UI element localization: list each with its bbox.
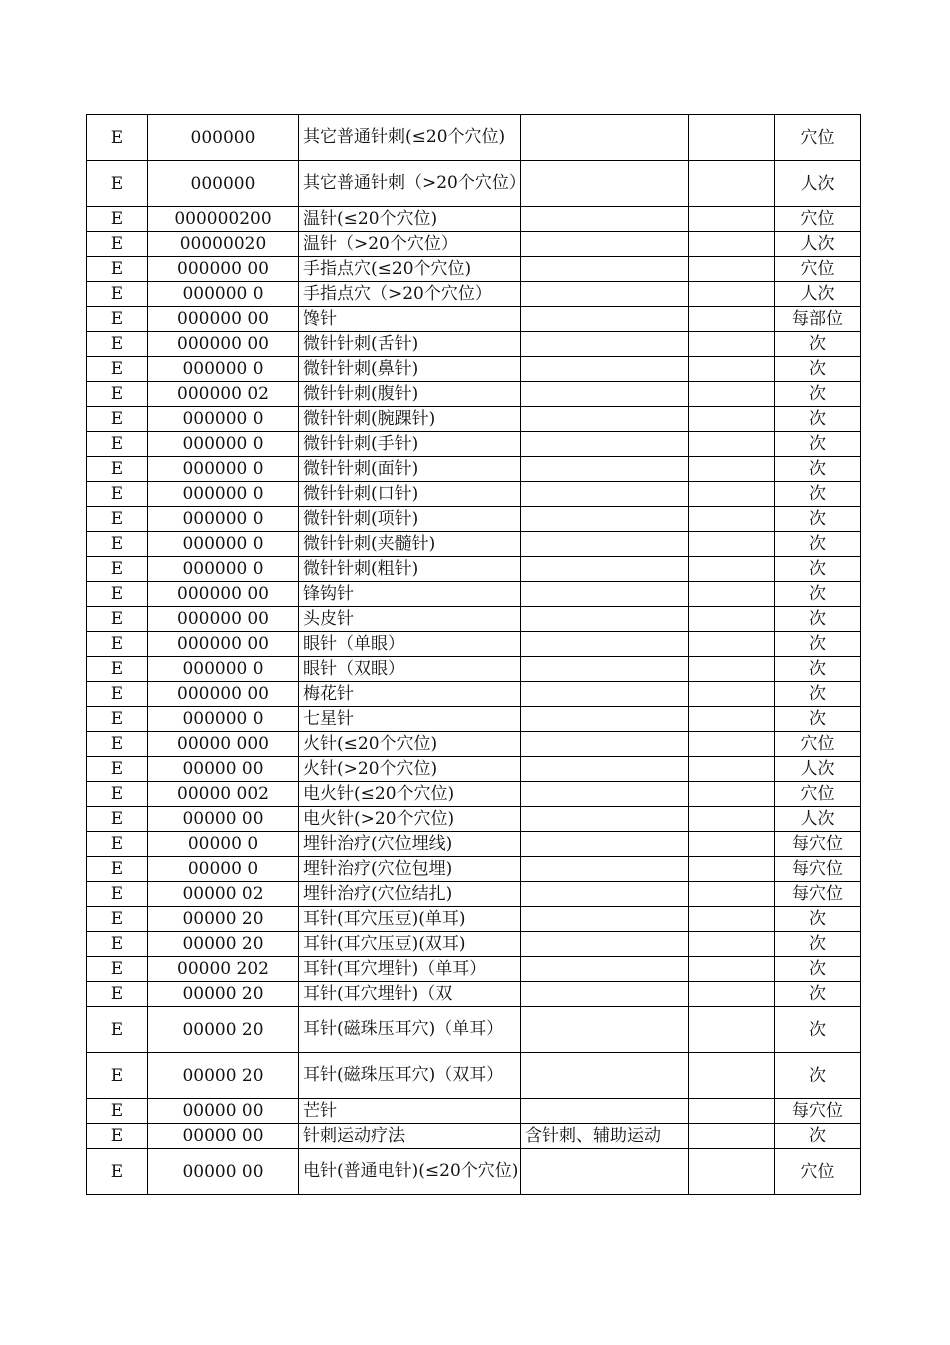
unit-cell: 次 (775, 932, 861, 957)
table-row (87, 582, 861, 607)
code-cell: 00000 202 (148, 957, 299, 982)
table-row (87, 1007, 861, 1053)
category-cell: E (87, 307, 148, 332)
category-cell: E (87, 507, 148, 532)
table-row (87, 207, 861, 232)
extra-cell (689, 457, 775, 482)
table-row (87, 682, 861, 707)
code-cell: 000000200 (148, 207, 299, 232)
category-cell: E (87, 832, 148, 857)
item-name-cell: 火针(>20个穴位) (299, 757, 521, 782)
note-cell (521, 682, 689, 707)
unit-cell: 人次 (775, 232, 861, 257)
fee-table-body (87, 115, 861, 1195)
table-row (87, 507, 861, 532)
extra-cell (689, 232, 775, 257)
item-name-cell: 耳针(耳穴压豆)(单耳) (299, 907, 521, 932)
code-cell: 00000 20 (148, 982, 299, 1007)
table-row (87, 607, 861, 632)
category-cell: E (87, 161, 148, 207)
category-cell: E (87, 457, 148, 482)
unit-cell: 人次 (775, 282, 861, 307)
table-row (87, 832, 861, 857)
unit-cell: 次 (775, 707, 861, 732)
note-cell (521, 832, 689, 857)
note-cell (521, 207, 689, 232)
extra-cell (689, 557, 775, 582)
item-name-cell: 手指点穴(≤20个穴位) (299, 257, 521, 282)
extra-cell (689, 257, 775, 282)
category-cell: E (87, 682, 148, 707)
item-name-cell: 耳针(耳穴埋针)（单耳） (299, 957, 521, 982)
table-row (87, 232, 861, 257)
category-cell: E (87, 332, 148, 357)
table-row (87, 732, 861, 757)
code-cell: 000000 0 (148, 432, 299, 457)
code-cell: 000000 0 (148, 482, 299, 507)
item-name-cell: 梅花针 (299, 682, 521, 707)
note-cell (521, 1099, 689, 1124)
extra-cell (689, 507, 775, 532)
unit-cell: 每穴位 (775, 882, 861, 907)
category-cell: E (87, 607, 148, 632)
table-row (87, 657, 861, 682)
extra-cell (689, 707, 775, 732)
note-cell (521, 632, 689, 657)
code-cell: 000000 00 (148, 582, 299, 607)
unit-cell: 穴位 (775, 1149, 861, 1195)
table-row (87, 1053, 861, 1099)
category-cell: E (87, 932, 148, 957)
unit-cell: 次 (775, 957, 861, 982)
unit-cell: 次 (775, 407, 861, 432)
extra-cell (689, 332, 775, 357)
item-name-cell: 针刺运动疗法 (299, 1124, 521, 1149)
item-name-cell: 微针针刺(夹髓针) (299, 532, 521, 557)
unit-cell: 次 (775, 607, 861, 632)
category-cell: E (87, 882, 148, 907)
note-cell: 含针刺、辅助运动 (521, 1124, 689, 1149)
table-row (87, 557, 861, 582)
code-cell: 00000 20 (148, 907, 299, 932)
code-cell: 000000 02 (148, 382, 299, 407)
code-cell: 000000 0 (148, 657, 299, 682)
category-cell: E (87, 582, 148, 607)
note-cell (521, 482, 689, 507)
code-cell: 00000 002 (148, 782, 299, 807)
extra-cell (689, 532, 775, 557)
table-row (87, 282, 861, 307)
code-cell: 000000 00 (148, 257, 299, 282)
code-cell: 000000 (148, 115, 299, 161)
note-cell (521, 507, 689, 532)
unit-cell: 次 (775, 682, 861, 707)
category-cell: E (87, 482, 148, 507)
extra-cell (689, 682, 775, 707)
note-cell (521, 807, 689, 832)
extra-cell (689, 932, 775, 957)
unit-cell: 次 (775, 582, 861, 607)
note-cell (521, 932, 689, 957)
note-cell (521, 957, 689, 982)
item-name-text: 其它普通针刺（>20个穴位） (303, 173, 526, 193)
category-cell: E (87, 732, 148, 757)
code-cell: 000000 0 (148, 282, 299, 307)
unit-cell: 次 (775, 1124, 861, 1149)
extra-cell (689, 282, 775, 307)
extra-cell (689, 382, 775, 407)
table-row (87, 782, 861, 807)
category-cell: E (87, 957, 148, 982)
item-name-cell: 手指点穴（>20个穴位） (299, 282, 521, 307)
unit-cell: 人次 (775, 757, 861, 782)
category-cell: E (87, 632, 148, 657)
unit-cell: 次 (775, 632, 861, 657)
category-cell: E (87, 357, 148, 382)
note-cell (521, 732, 689, 757)
item-name-cell: 温针(≤20个穴位) (299, 207, 521, 232)
item-name-cell: 埋针治疗(穴位结扎) (299, 882, 521, 907)
unit-cell: 穴位 (775, 732, 861, 757)
extra-cell (689, 807, 775, 832)
extra-cell (689, 1149, 775, 1195)
extra-cell (689, 882, 775, 907)
table-row (87, 1124, 861, 1149)
table-row (87, 632, 861, 657)
unit-cell: 次 (775, 907, 861, 932)
category-cell: E (87, 907, 148, 932)
code-cell: 000000 00 (148, 332, 299, 357)
unit-cell: 每部位 (775, 307, 861, 332)
extra-cell (689, 857, 775, 882)
extra-cell (689, 657, 775, 682)
item-name-cell: 眼针（单眼） (299, 632, 521, 657)
extra-cell (689, 161, 775, 207)
category-cell: E (87, 982, 148, 1007)
unit-cell: 次 (775, 532, 861, 557)
item-name-cell: 微针针刺(腹针) (299, 382, 521, 407)
table-row (87, 957, 861, 982)
extra-cell (689, 1099, 775, 1124)
category-cell: E (87, 282, 148, 307)
unit-cell: 次 (775, 1007, 861, 1053)
table-row (87, 482, 861, 507)
unit-cell: 每穴位 (775, 1099, 861, 1124)
category-cell: E (87, 557, 148, 582)
code-cell: 00000 20 (148, 932, 299, 957)
note-cell (521, 457, 689, 482)
item-name-cell: 芒针 (299, 1099, 521, 1124)
note-cell (521, 407, 689, 432)
table-row (87, 432, 861, 457)
item-name-text: 电针(普通电针)(≤20个穴位) (303, 1161, 519, 1181)
extra-cell (689, 482, 775, 507)
unit-cell: 次 (775, 357, 861, 382)
extra-cell (689, 832, 775, 857)
unit-cell: 次 (775, 482, 861, 507)
code-cell: 00000 00 (148, 1149, 299, 1195)
item-name-cell (299, 1053, 521, 1099)
note-cell (521, 432, 689, 457)
code-cell: 000000 0 (148, 532, 299, 557)
note-cell (521, 357, 689, 382)
note-cell (521, 282, 689, 307)
item-name-cell: 馋针 (299, 307, 521, 332)
extra-cell (689, 407, 775, 432)
category-cell: E (87, 532, 148, 557)
table-row (87, 307, 861, 332)
unit-cell: 次 (775, 1053, 861, 1099)
code-cell: 00000 0 (148, 832, 299, 857)
unit-cell: 次 (775, 382, 861, 407)
item-name-cell: 微针针刺(腕踝针) (299, 407, 521, 432)
item-name-cell: 耳针(耳穴埋针)（双 (299, 982, 521, 1007)
unit-cell: 次 (775, 557, 861, 582)
table-row (87, 357, 861, 382)
table-row (87, 907, 861, 932)
note-cell (521, 882, 689, 907)
category-cell: E (87, 115, 148, 161)
note-cell (521, 907, 689, 932)
code-cell: 000000 00 (148, 682, 299, 707)
code-cell: 000000 0 (148, 457, 299, 482)
code-cell: 000000 00 (148, 632, 299, 657)
item-name-cell: 微针针刺(鼻针) (299, 357, 521, 382)
note-cell (521, 1149, 689, 1195)
category-cell: E (87, 1124, 148, 1149)
table-row (87, 982, 861, 1007)
table-row (87, 457, 861, 482)
code-cell: 000000 0 (148, 707, 299, 732)
extra-cell (689, 1053, 775, 1099)
extra-cell (689, 632, 775, 657)
table-row (87, 257, 861, 282)
unit-cell: 次 (775, 332, 861, 357)
note-cell (521, 161, 689, 207)
code-cell: 00000 00 (148, 807, 299, 832)
code-cell: 000000 00 (148, 607, 299, 632)
note-cell (521, 307, 689, 332)
item-name-cell: 电火针(≤20个穴位) (299, 782, 521, 807)
extra-cell (689, 115, 775, 161)
extra-cell (689, 607, 775, 632)
extra-cell (689, 307, 775, 332)
item-name-text: 耳针(磁珠压耳穴)（单耳） (303, 1019, 504, 1039)
extra-cell (689, 757, 775, 782)
note-cell (521, 982, 689, 1007)
note-cell (521, 232, 689, 257)
note-cell (521, 782, 689, 807)
extra-cell (689, 1124, 775, 1149)
category-cell: E (87, 782, 148, 807)
unit-cell: 次 (775, 982, 861, 1007)
code-cell: 00000020 (148, 232, 299, 257)
item-name-cell: 火针(≤20个穴位) (299, 732, 521, 757)
unit-cell: 次 (775, 457, 861, 482)
category-cell: E (87, 1099, 148, 1124)
unit-cell: 次 (775, 507, 861, 532)
table-row (87, 1149, 861, 1195)
extra-cell (689, 782, 775, 807)
item-name-text: 其它普通针刺(≤20个穴位) (303, 127, 506, 147)
category-cell: E (87, 232, 148, 257)
unit-cell: 穴位 (775, 257, 861, 282)
extra-cell (689, 732, 775, 757)
note-cell (521, 382, 689, 407)
note-cell (521, 332, 689, 357)
unit-cell: 穴位 (775, 115, 861, 161)
item-name-cell: 电火针(>20个穴位) (299, 807, 521, 832)
unit-cell: 人次 (775, 807, 861, 832)
category-cell: E (87, 757, 148, 782)
note-cell (521, 607, 689, 632)
item-name-cell (299, 1149, 521, 1195)
item-name-cell: 微针针刺(面针) (299, 457, 521, 482)
unit-cell: 人次 (775, 161, 861, 207)
table-row (87, 757, 861, 782)
category-cell: E (87, 382, 148, 407)
item-name-cell: 微针针刺(粗针) (299, 557, 521, 582)
item-name-cell (299, 115, 521, 161)
code-cell: 00000 00 (148, 1099, 299, 1124)
item-name-cell: 微针针刺(口针) (299, 482, 521, 507)
item-name-cell: 头皮针 (299, 607, 521, 632)
code-cell: 00000 0 (148, 857, 299, 882)
extra-cell (689, 1007, 775, 1053)
category-cell: E (87, 707, 148, 732)
category-cell: E (87, 1149, 148, 1195)
extra-cell (689, 982, 775, 1007)
extra-cell (689, 207, 775, 232)
note-cell (521, 707, 689, 732)
category-cell: E (87, 432, 148, 457)
code-cell: 000000 (148, 161, 299, 207)
note-cell (521, 757, 689, 782)
extra-cell (689, 357, 775, 382)
item-name-cell: 微针针刺(舌针) (299, 332, 521, 357)
table-row (87, 532, 861, 557)
table-row (87, 882, 861, 907)
table-row (87, 115, 861, 161)
code-cell: 00000 00 (148, 1124, 299, 1149)
code-cell: 000000 0 (148, 407, 299, 432)
code-cell: 00000 20 (148, 1007, 299, 1053)
code-cell: 00000 20 (148, 1053, 299, 1099)
item-name-cell: 微针针刺(手针) (299, 432, 521, 457)
table-row (87, 382, 861, 407)
item-name-cell: 七星针 (299, 707, 521, 732)
category-cell: E (87, 1007, 148, 1053)
table-row (87, 932, 861, 957)
item-name-cell (299, 1007, 521, 1053)
extra-cell (689, 957, 775, 982)
note-cell (521, 115, 689, 161)
code-cell: 000000 0 (148, 557, 299, 582)
category-cell: E (87, 1053, 148, 1099)
item-name-cell (299, 161, 526, 207)
table-row (87, 857, 861, 882)
note-cell (521, 582, 689, 607)
note-cell (521, 857, 689, 882)
category-cell: E (87, 807, 148, 832)
note-cell (521, 1007, 689, 1053)
item-name-cell: 温针（>20个穴位） (299, 232, 521, 257)
extra-cell (689, 582, 775, 607)
code-cell: 00000 02 (148, 882, 299, 907)
code-cell: 00000 00 (148, 757, 299, 782)
unit-cell: 每穴位 (775, 857, 861, 882)
note-cell (521, 1053, 689, 1099)
code-cell: 00000 000 (148, 732, 299, 757)
item-name-cell: 埋针治疗(穴位包埋) (299, 857, 521, 882)
note-cell (521, 557, 689, 582)
code-cell: 000000 0 (148, 357, 299, 382)
unit-cell: 穴位 (775, 207, 861, 232)
code-cell: 000000 00 (148, 307, 299, 332)
item-name-text: 耳针(磁珠压耳穴)（双耳） (303, 1065, 504, 1085)
table-row (87, 807, 861, 832)
unit-cell: 每穴位 (775, 832, 861, 857)
extra-cell (689, 907, 775, 932)
extra-cell (689, 432, 775, 457)
table-row (87, 1099, 861, 1124)
table-row (87, 407, 861, 432)
code-cell: 000000 0 (148, 507, 299, 532)
table-row (87, 332, 861, 357)
fee-table (86, 114, 861, 1195)
item-name-cell: 微针针刺(项针) (299, 507, 521, 532)
note-cell (521, 257, 689, 282)
category-cell: E (87, 257, 148, 282)
category-cell: E (87, 207, 148, 232)
note-cell (521, 657, 689, 682)
item-name-cell: 埋针治疗(穴位埋线) (299, 832, 521, 857)
category-cell: E (87, 857, 148, 882)
category-cell: E (87, 407, 148, 432)
unit-cell: 次 (775, 657, 861, 682)
table-row (87, 161, 861, 207)
item-name-cell: 眼针（双眼） (299, 657, 521, 682)
item-name-cell: 耳针(耳穴压豆)(双耳) (299, 932, 521, 957)
item-name-cell: 锋钩针 (299, 582, 521, 607)
unit-cell: 次 (775, 432, 861, 457)
table-row (87, 707, 861, 732)
note-cell (521, 532, 689, 557)
category-cell: E (87, 657, 148, 682)
unit-cell: 穴位 (775, 782, 861, 807)
